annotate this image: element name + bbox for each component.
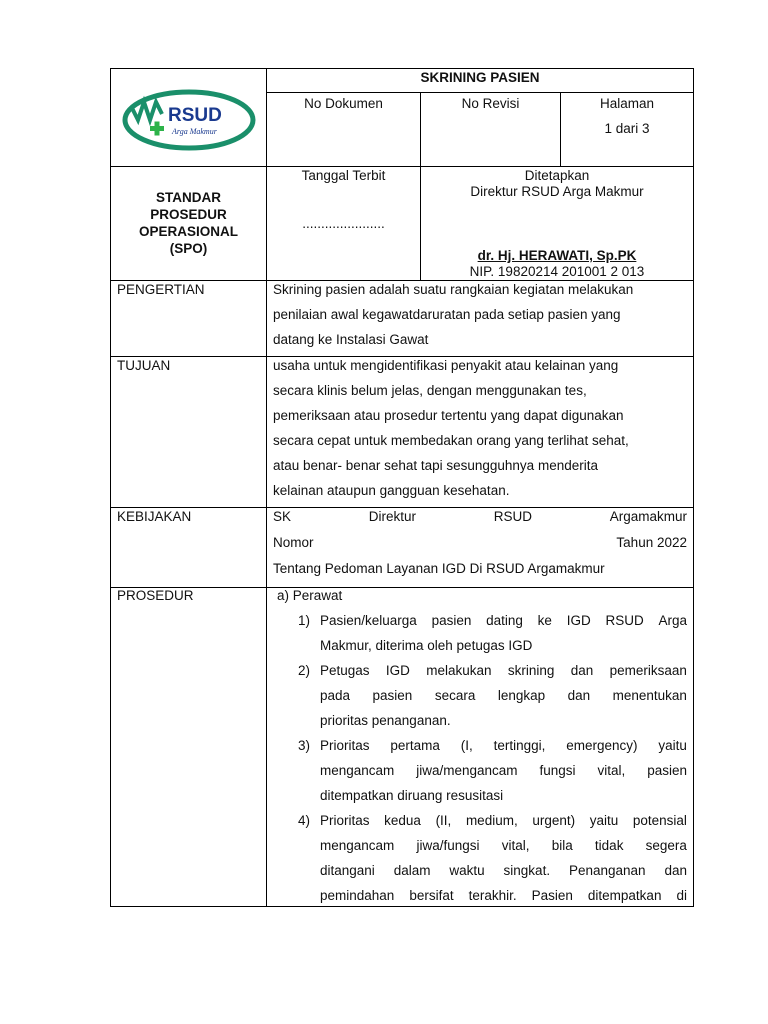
prosedur-line <box>320 763 687 779</box>
tujuan-line-1: usaha untuk mengidentifikasi penyakit atau kelainan yang <box>273 358 619 373</box>
kebijakan-line-1 <box>273 509 687 525</box>
prosedur-word: pada <box>320 688 351 703</box>
prosedur-word: dating <box>486 613 523 628</box>
prosedur-word: tidak <box>594 838 624 853</box>
prosedur-item-number: 1) <box>298 613 311 628</box>
prosedur-line <box>320 738 687 754</box>
prosedur-word: Prioritas <box>320 738 370 753</box>
prosedur-line: Makmur, diterima oleh petugas IGD <box>320 638 533 653</box>
prosedur-line <box>320 613 687 629</box>
tujuan-line-5: atau benar- benar sehat tapi sesungguhnya menderita <box>273 458 598 473</box>
pengertian-line-1: Skrining pasien adalah suatu rangkaian kegiatan melakukan <box>273 282 634 297</box>
prosedur-word: yaitu <box>658 738 687 753</box>
pengertian-label: PENGERTIAN <box>117 282 205 297</box>
prosedur-word: dan <box>664 863 687 878</box>
kebijakan-line-3: Tentang Pedoman Layanan IGD Di RSUD Argamakmur <box>273 561 605 576</box>
prosedur-word: bila <box>551 838 573 853</box>
prosedur-word: yaitu <box>589 813 619 828</box>
spo-line-4: (SPO) <box>169 241 208 256</box>
prosedur-word: tertinggi, <box>493 738 546 753</box>
director-nip: NIP. 19820214 201001 2 013 <box>469 264 645 279</box>
kebijakan-word: SK <box>273 509 292 524</box>
prosedur-item-number: 2) <box>298 663 311 678</box>
prosedur-word: pasien <box>647 763 687 778</box>
border-top <box>110 68 694 69</box>
prosedur-word: Petugas <box>320 663 370 678</box>
spo-line-3: OPERASIONAL <box>138 224 238 239</box>
kebijakan-word: Direktur <box>368 509 416 524</box>
prosedur-word: emergency) <box>566 738 638 753</box>
kebijakan-word: Tahun 2022 <box>616 535 687 550</box>
prosedur-word: secara <box>434 688 476 703</box>
prosedur-word: pasien <box>372 688 413 703</box>
prosedur-word: ditempatkan <box>587 888 662 903</box>
logo-text: RSUD <box>168 105 222 126</box>
prosedur-word: ditangani <box>320 863 375 878</box>
pengertian-line-3: datang ke Instalasi Gawat <box>273 332 429 347</box>
kebijakan-word: Argamakmur <box>609 509 687 524</box>
prosedur-sub-a: a) Perawat <box>277 588 343 603</box>
kebijakan-row-divider <box>110 507 694 508</box>
pengertian-line-2: penilaian awal kegawatdaruratan pada setiap pasien yang <box>273 307 621 322</box>
ditetapkan-label: Ditetapkan <box>524 168 590 183</box>
prosedur-word: menentukan <box>612 688 687 703</box>
pengertian-row-divider <box>110 280 694 281</box>
prosedur-line <box>320 663 687 679</box>
prosedur-word: IGD <box>566 613 591 628</box>
kebijakan-label: KEBIJAKAN <box>117 509 192 524</box>
column-divider <box>266 68 267 907</box>
tujuan-line-3: pemeriksaan atau prosedur tertentu yang dapat digunakan <box>273 408 624 423</box>
prosedur-word: Prioritas <box>320 813 370 828</box>
prosedur-row-divider <box>110 587 694 588</box>
prosedur-word: mengancam <box>320 763 395 778</box>
prosedur-word: singkat. <box>503 863 551 878</box>
tanggal-terbit-label: Tanggal Terbit <box>301 168 386 183</box>
prosedur-word: dan <box>570 663 594 678</box>
prosedur-word: terakhir. <box>468 888 517 903</box>
prosedur-word: dan <box>567 688 591 703</box>
spo-line-1: STANDAR <box>156 190 221 205</box>
prosedur-word: dalam <box>393 863 431 878</box>
no-revisi-label: No Revisi <box>461 96 520 111</box>
prosedur-item-number: 4) <box>298 813 311 828</box>
prosedur-word: di <box>676 888 687 903</box>
spo-line-2: PROSEDUR <box>150 207 227 222</box>
ditetapkan-by: Direktur RSUD Arga Makmur <box>470 184 644 199</box>
tujuan-row-divider <box>110 356 694 357</box>
prosedur-word: (II, <box>435 813 452 828</box>
prosedur-line <box>320 838 687 854</box>
halaman-value: 1 dari 3 <box>604 121 650 136</box>
tujuan-line-2: secara klinis belum jelas, dengan menggunakan tes, <box>273 383 587 398</box>
prosedur-line <box>320 688 687 704</box>
kebijakan-line-2 <box>273 535 687 551</box>
prosedur-word: vital, <box>597 763 626 778</box>
prosedur-word: fungsi <box>539 763 576 778</box>
prosedur-label: PROSEDUR <box>117 588 194 603</box>
prosedur-word: Penanganan <box>568 863 646 878</box>
header-row-divider <box>110 166 694 167</box>
prosedur-line <box>320 863 687 879</box>
kebijakan-word: RSUD <box>493 509 532 524</box>
prosedur-word: Arga <box>658 613 687 628</box>
document-title: SKRINING PASIEN <box>420 70 540 85</box>
prosedur-word: melakukan <box>426 663 492 678</box>
tujuan-label: TUJUAN <box>117 358 171 373</box>
prosedur-word: skrining <box>507 663 555 678</box>
prosedur-word: Pasien/keluarga <box>320 613 417 628</box>
prosedur-word: potensial <box>632 813 687 828</box>
prosedur-word: kedua <box>384 813 421 828</box>
prosedur-word: lengkap <box>497 688 546 703</box>
prosedur-line: ditempatkan diruang resusitasi <box>320 788 504 803</box>
title-row-divider <box>266 92 694 93</box>
prosedur-word: jiwa/fungsi <box>416 838 480 853</box>
prosedur-word: pemindahan <box>320 888 395 903</box>
prosedur-word: mengancam <box>320 838 395 853</box>
prosedur-word: urgent) <box>532 813 576 828</box>
prosedur-word: pasien <box>431 613 472 628</box>
tujuan-line-4: secara cepat untuk membedakan orang yang terlihat sehat, <box>273 433 629 448</box>
director-name: dr. Hj. HERAWATI, Sp.PK <box>477 248 637 263</box>
border-bottom <box>110 906 694 907</box>
prosedur-word: pemeriksaan <box>609 663 687 678</box>
prosedur-word: waktu <box>449 863 485 878</box>
spo-document <box>110 68 694 907</box>
prosedur-word: IGD <box>385 663 410 678</box>
prosedur-line <box>320 888 687 904</box>
prosedur-line <box>320 813 687 829</box>
no-dokumen-label: No Dokumen <box>304 96 383 111</box>
prosedur-word: bersifat <box>409 888 454 903</box>
tanggal-terbit-value: ...................... <box>302 216 385 231</box>
tujuan-line-6: kelainan ataupun gangguan kesehatan. <box>273 483 510 498</box>
prosedur-word: segera <box>645 838 687 853</box>
prosedur-line: prioritas penanganan. <box>320 713 451 728</box>
prosedur-word: Pasien <box>531 888 573 903</box>
halaman-label: Halaman <box>599 96 655 111</box>
prosedur-word: ke <box>537 613 552 628</box>
rsud-logo-icon <box>122 88 256 152</box>
border-right <box>693 68 694 907</box>
prosedur-item-number: 3) <box>298 738 311 753</box>
prosedur-word: pertama <box>390 738 440 753</box>
prosedur-word: jiwa/mengancam <box>416 763 518 778</box>
logo-subtext: Arga Makmur <box>172 127 217 136</box>
prosedur-word: vital, <box>501 838 530 853</box>
prosedur-word: RSUD <box>605 613 644 628</box>
kebijakan-word: Nomor <box>273 535 314 550</box>
prosedur-word: medium, <box>465 813 518 828</box>
prosedur-word: (I, <box>460 738 473 753</box>
